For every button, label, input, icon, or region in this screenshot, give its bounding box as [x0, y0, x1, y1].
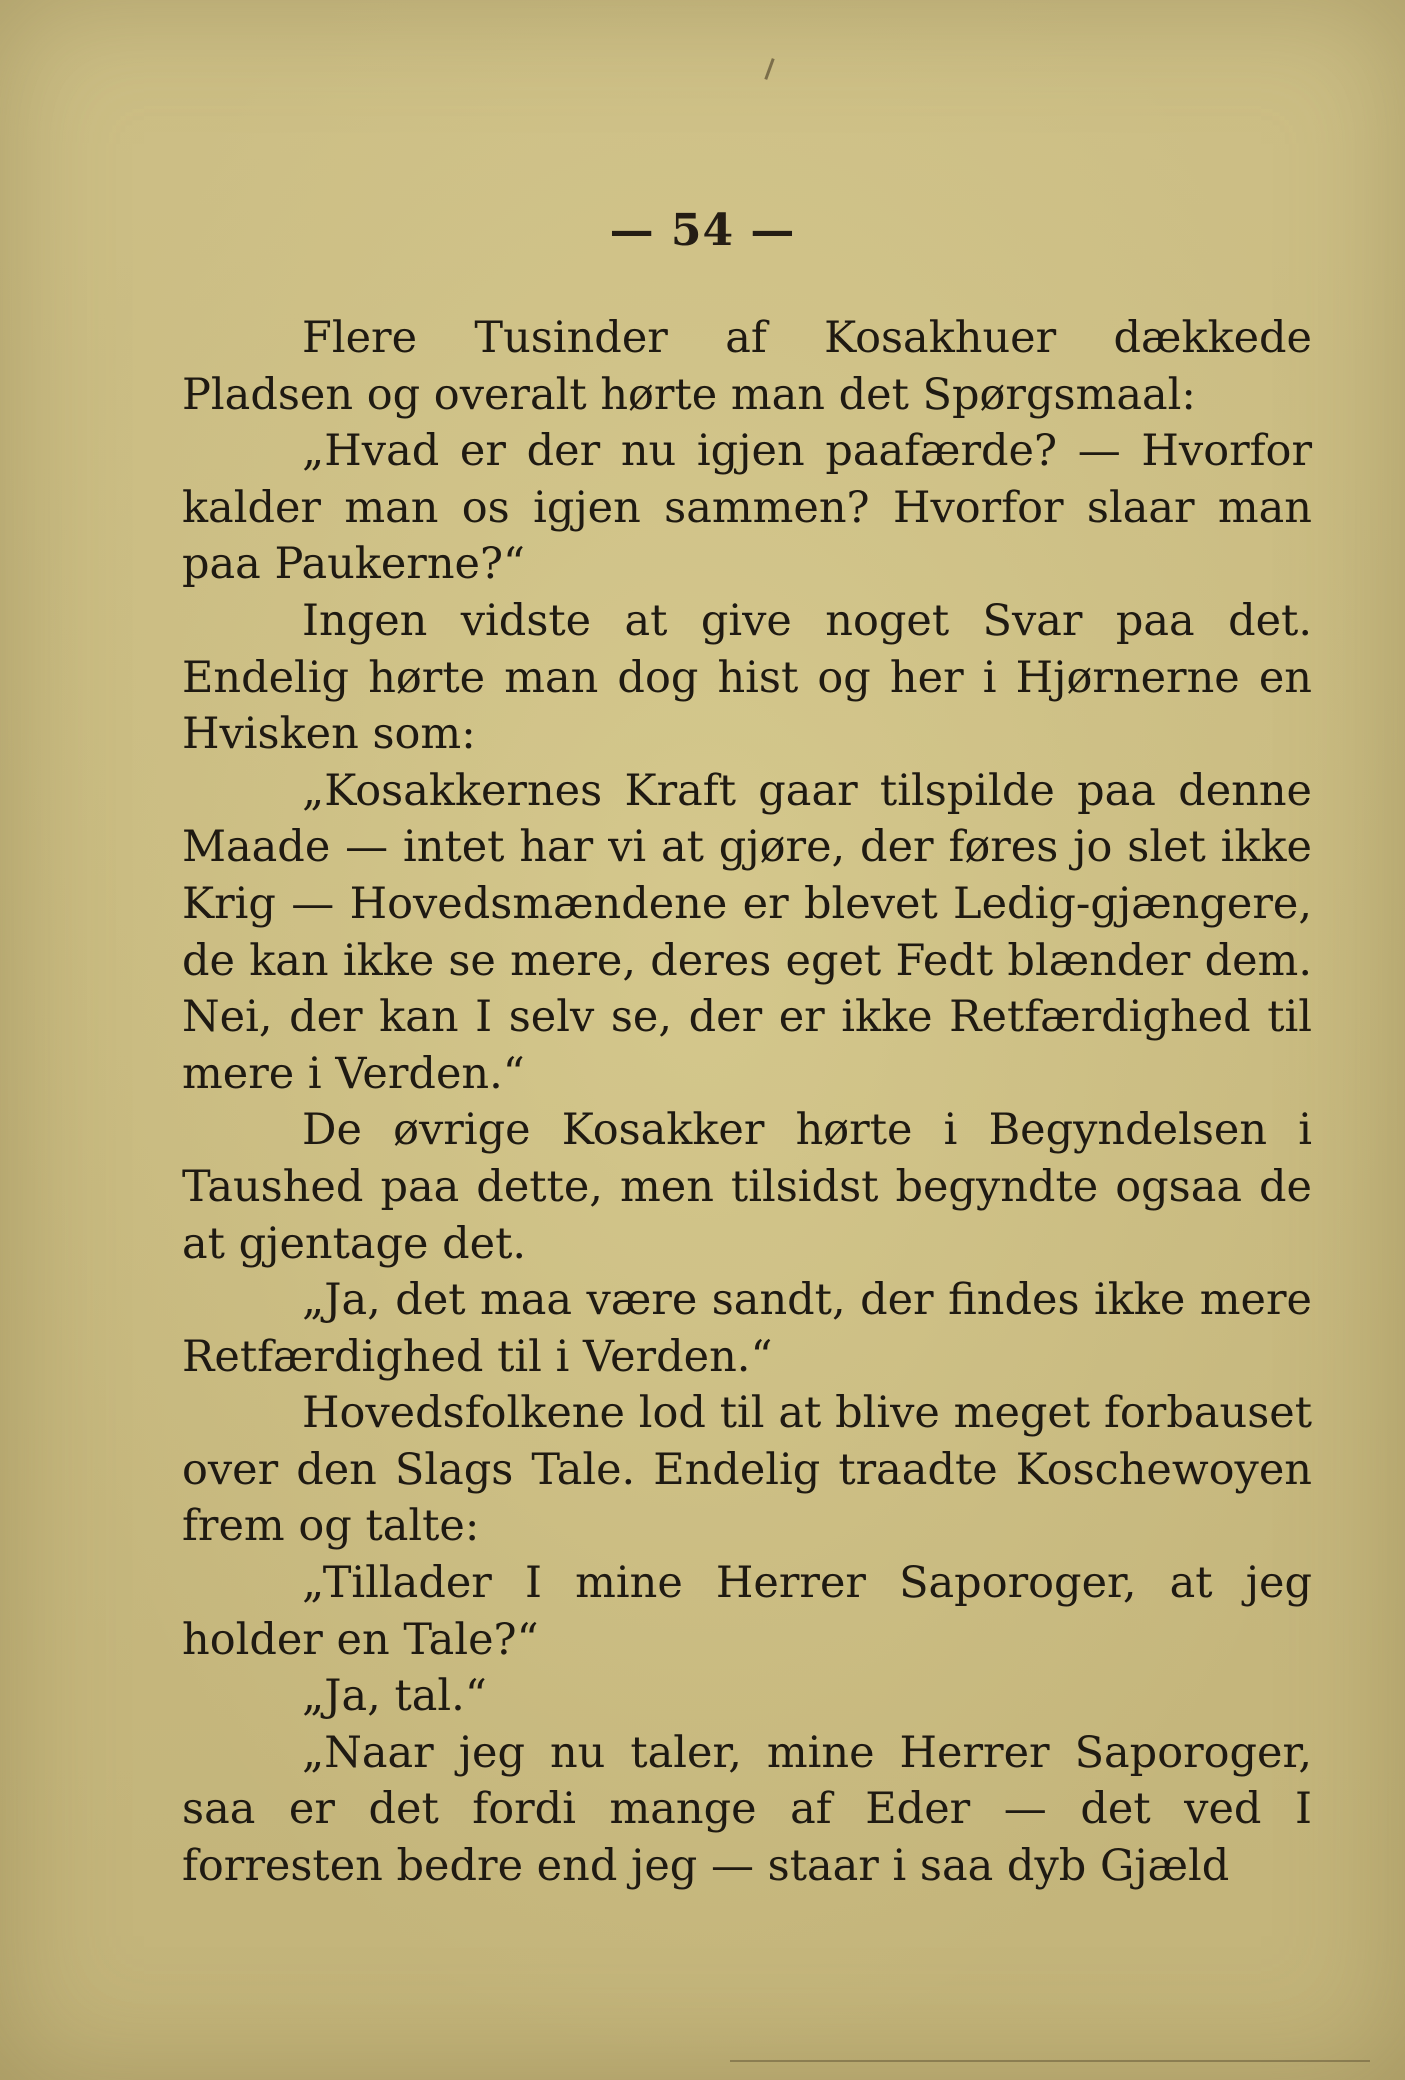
paragraph-6: „Ja, det maa være sandt, der findes ikke mere Retfærdighed til i Verden.“: [182, 1275, 1312, 1382]
paragraph-4: „Kosakkernes Kraft gaar tilspilde paa denne Maade — intet har vi at gjøre, der føres jo slet ikke Krig — Hovedsmændene er blevet Ledig-gjængere, de kan ikke se mere, deres eget Fedt blænder dem. Nei, der kan I selv se, der er ikke Retfærdighed til mere i Verden.“: [182, 765, 1312, 1099]
body-text: [182, 310, 1312, 1895]
paragraph-10: „Naar jeg nu taler, mine Herrer Saporoger, saa er det fordi mange af Eder — det ved I forresten bedre end jeg — staar i saa dyb Gjæld: [182, 1727, 1312, 1892]
page-number: — 54 —: [609, 205, 796, 256]
paragraph-9: „Ja, tal.“: [302, 1671, 487, 1722]
paragraph-1: Flere Tusinder af Kosakhuer dækkede Pladsen og overalt hørte man det Spørgsmaal:: [182, 313, 1312, 420]
paragraph-3: Ingen vidste at give noget Svar paa det. Endelig hørte man dog hist og her i Hjørnerne en Hvisken som:: [182, 595, 1312, 760]
paragraph-7: Hovedsfolkene lod til at blive meget forbauset over den Slags Tale. Endelig traadte Koschewoyen frem og talte:: [182, 1388, 1312, 1552]
page-edge-rule: [730, 2060, 1370, 2062]
ink-speck: [764, 58, 774, 80]
paragraph-5: De øvrige Kosakker hørte i Begyndelsen i Taushed paa dette, men tilsidst begyndte ogsaa de at gjentage det.: [182, 1105, 1312, 1269]
paragraph-8: „Tillader I mine Herrer Saporoger, at jeg holder en Tale?“: [182, 1558, 1312, 1665]
paragraph-2: „Hvad er der nu igjen paafærde? — Hvorfor kalder man os igjen sammen? Hvorfor slaar man paa Paukerne?“: [182, 426, 1312, 590]
